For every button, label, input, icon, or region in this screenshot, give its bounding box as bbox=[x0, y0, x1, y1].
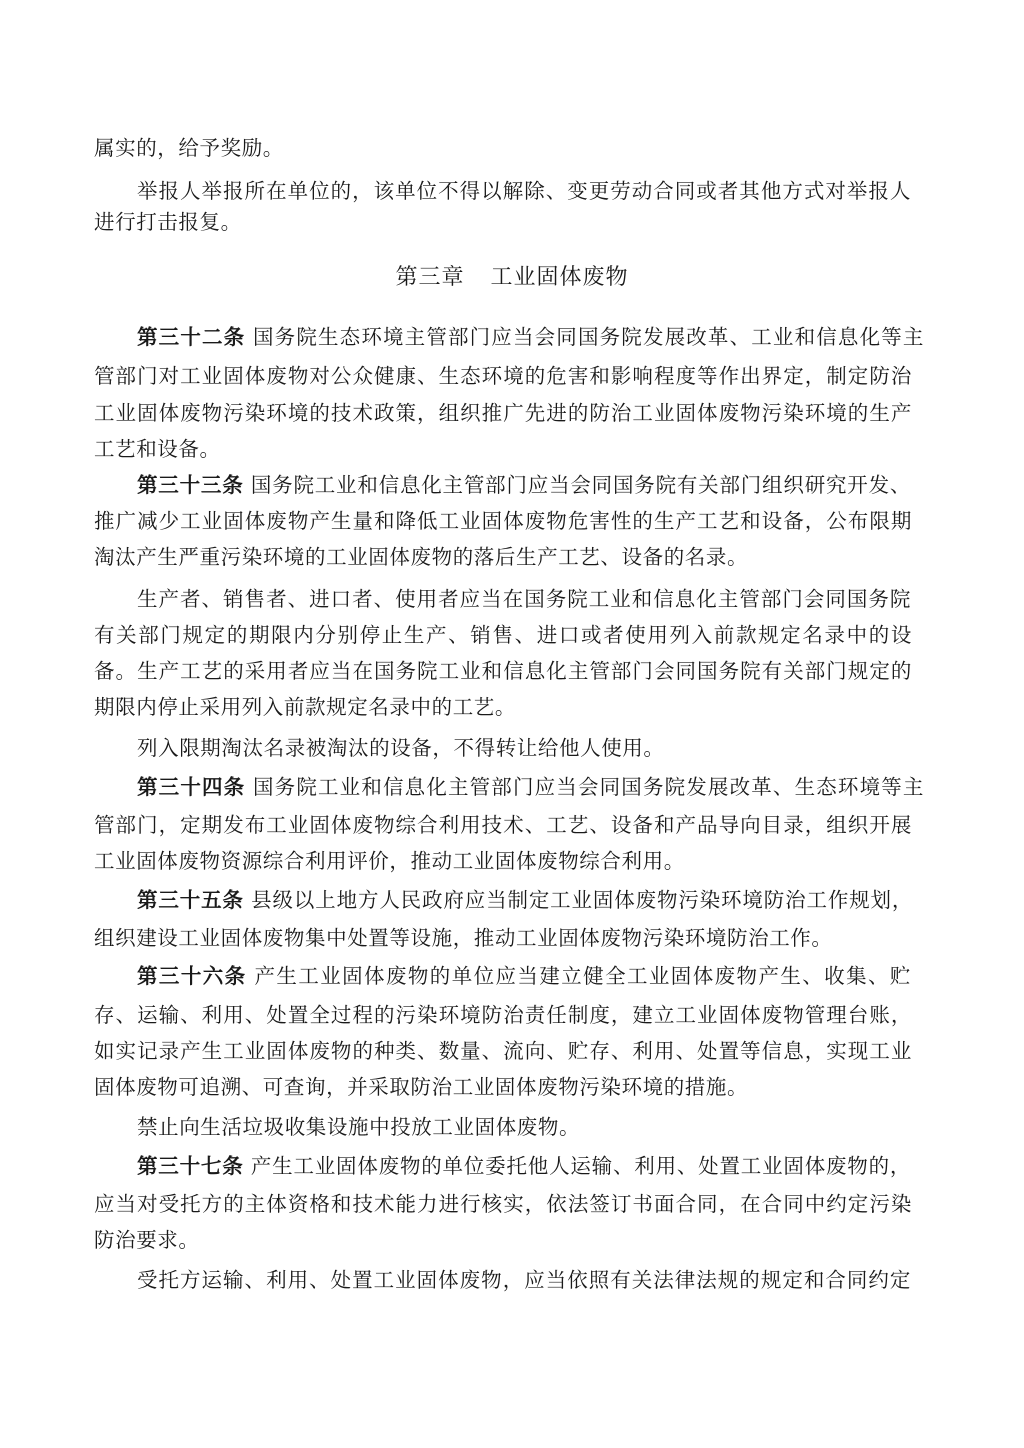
article-number: 第三十六条 bbox=[137, 964, 247, 988]
paragraph-line: 淘汰产生严重污染环境的工业固体废物的落后生产工艺、设备的名录。 bbox=[94, 545, 749, 569]
article-number: 第三十七条 bbox=[137, 1154, 244, 1178]
chapter-number: 第三章 bbox=[395, 265, 465, 290]
article-line: 第三十二条 国务院生态环境主管部门应当会同国务院发展改革、工业和信息化等主 bbox=[137, 325, 925, 349]
article-line: 第三十三条 国务院工业和信息化主管部门应当会同国务院有关部门组织研究开发、 bbox=[137, 473, 911, 497]
paragraph-line: 受托方运输、利用、处置工业固体废物，应当依照有关法律法规的规定和合同约定 bbox=[137, 1268, 911, 1292]
paragraph-line: 管部门，定期发布工业固体废物综合利用技术、工艺、设备和产品导向目录，组织开展 bbox=[94, 813, 912, 837]
paragraph-line: 期限内停止采用列入前款规定名录中的工艺。 bbox=[94, 695, 516, 719]
article-number: 第三十二条 bbox=[137, 325, 246, 349]
paragraph-line: 生产者、销售者、进口者、使用者应当在国务院工业和信息化主管部门会同国务院 bbox=[137, 587, 911, 611]
paragraph-line: 属实的，给予奖励。 bbox=[94, 136, 284, 160]
article-number: 第三十五条 bbox=[137, 888, 244, 912]
paragraph-line: 工艺和设备。 bbox=[94, 437, 221, 461]
paragraph-line: 列入限期淘汰名录被淘汰的设备，不得转让给他人使用。 bbox=[137, 736, 665, 760]
article-number: 第三十四条 bbox=[137, 775, 246, 799]
paragraph-line: 备。生产工艺的采用者应当在国务院工业和信息化主管部门会同国务院有关部门规定的 bbox=[94, 659, 912, 683]
article-line: 第三十五条 县级以上地方人民政府应当制定工业固体废物污染环境防治工作规划， bbox=[137, 888, 913, 912]
article-number: 第三十三条 bbox=[137, 473, 244, 497]
chapter-heading bbox=[0, 262, 1024, 294]
paragraph-line: 防治要求。 bbox=[94, 1228, 200, 1252]
paragraph-line: 管部门对工业固体废物对公众健康、生态环境的危害和影响程度等作出界定，制定防治 bbox=[94, 364, 912, 388]
paragraph-line: 禁止向生活垃圾收集设施中投放工业固体废物。 bbox=[137, 1115, 581, 1139]
paragraph-line: 固体废物可追溯、可查询，并采取防治工业固体废物污染环境的措施。 bbox=[94, 1075, 749, 1099]
paragraph-line: 进行打击报复。 bbox=[94, 210, 242, 234]
article-line: 第三十四条 国务院工业和信息化主管部门应当会同国务院发展改革、生态环境等主 bbox=[137, 775, 925, 799]
paragraph-line: 如实记录产生工业固体废物的种类、数量、流向、贮存、利用、处置等信息，实现工业 bbox=[94, 1039, 912, 1063]
paragraph-line: 有关部门规定的期限内分别停止生产、销售、进口或者使用列入前款规定名录中的设 bbox=[94, 623, 912, 647]
paragraph-line: 工业固体废物污染环境的技术政策，组织推广先进的防治工业固体废物污染环境的生产 bbox=[94, 401, 912, 425]
paragraph-line: 应当对受托方的主体资格和技术能力进行核实，依法签订书面合同，在合同中约定污染 bbox=[94, 1192, 912, 1216]
article-line: 第三十六条 产生工业固体废物的单位应当建立健全工业固体废物产生、收集、贮 bbox=[137, 964, 912, 988]
chapter-title: 工业固体废物 bbox=[490, 265, 629, 290]
paragraph-line: 举报人举报所在单位的，该单位不得以解除、变更劳动合同或者其他方式对举报人 bbox=[137, 179, 911, 203]
paragraph-line: 组织建设工业固体废物集中处置等设施，推动工业固体废物污染环境防治工作。 bbox=[94, 926, 833, 950]
paragraph-line: 推广减少工业固体废物产生量和降低工业固体废物危害性的生产工艺和设备，公布限期 bbox=[94, 509, 912, 533]
paragraph-line: 存、运输、利用、处置全过程的污染环境防治责任制度，建立工业固体废物管理台账， bbox=[94, 1003, 912, 1027]
article-line: 第三十七条 产生工业固体废物的单位委托他人运输、利用、处置工业固体废物的， bbox=[137, 1154, 911, 1178]
paragraph-line: 工业固体废物资源综合利用评价，推动工业固体废物综合利用。 bbox=[94, 849, 685, 873]
